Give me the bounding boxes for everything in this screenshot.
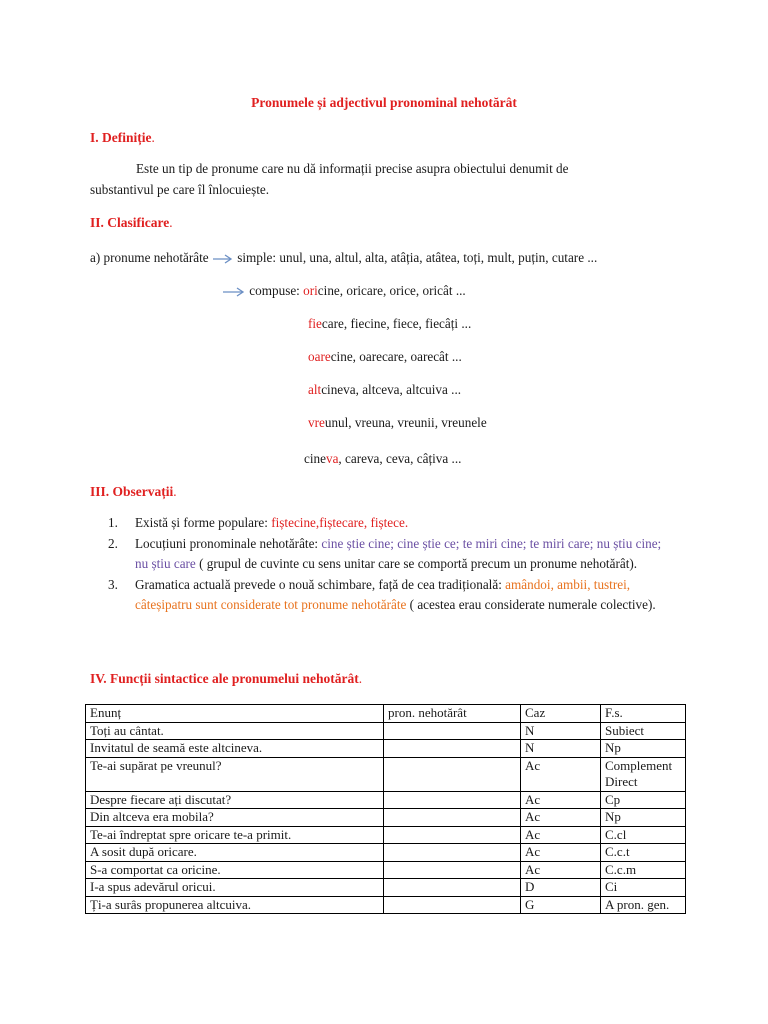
table-row	[86, 757, 686, 791]
cell-fs: A pron. gen.	[601, 896, 686, 914]
section-definitie-heading	[90, 130, 155, 146]
cell-caz: Ac	[521, 791, 601, 809]
list-item	[108, 534, 668, 575]
compuse-row-oare	[308, 349, 462, 365]
cell-caz: N	[521, 722, 601, 740]
table-row	[86, 722, 686, 740]
header-pron: pron. nehotărât	[384, 705, 521, 723]
definitie-line-2: substantivul pe care îl înlocuiește.	[90, 182, 270, 197]
compuse-row-vre	[308, 415, 487, 431]
table-row	[86, 861, 686, 879]
section-observatii-heading	[90, 484, 177, 500]
compuse-rest: cine, oricare, orice, oricât ...	[317, 283, 466, 298]
section-functii-heading	[90, 671, 362, 687]
compuse-rest: cine, oarecare, oarecât ...	[330, 349, 462, 364]
list-item-number: 2.	[108, 535, 118, 551]
clasificare-simple-row	[90, 250, 597, 266]
table-row	[86, 791, 686, 809]
cell-fs: Cp	[601, 791, 686, 809]
cineva-start: cine	[304, 451, 326, 466]
table-row	[86, 896, 686, 914]
cell-pron	[384, 861, 521, 879]
table-header-row	[86, 705, 686, 723]
cell-caz: D	[521, 879, 601, 897]
compuse-label: compuse:	[249, 283, 300, 298]
table-row	[86, 826, 686, 844]
cell-caz: N	[521, 740, 601, 758]
header-fs: F.s.	[601, 705, 686, 723]
clasificare-heading-dot: .	[169, 215, 173, 230]
cell-fs: Subiect	[601, 722, 686, 740]
cell-enunt: A sosit după oricare.	[86, 844, 384, 862]
cell-fs: C.cl	[601, 826, 686, 844]
cell-enunt: Invitatul de seamă este altcineva.	[86, 740, 384, 758]
clasificare-intro: a) pronume nehotărâte	[90, 250, 209, 265]
cell-enunt: Din altceva era mobila?	[86, 809, 384, 827]
compuse-prefix: ori	[303, 283, 318, 298]
cell-pron	[384, 757, 521, 791]
compuse-prefix: vre	[308, 415, 325, 430]
cell-enunt: I-a spus adevărul oricui.	[86, 879, 384, 897]
functii-heading-text: IV. Funcții sintactice ale pronumelui nehotărât	[90, 671, 359, 686]
page-title: Pronumele și adjectivul pronominal nehotărât	[251, 95, 517, 110]
table-row	[86, 844, 686, 862]
cell-pron	[384, 844, 521, 862]
cell-caz: Ac	[521, 861, 601, 879]
definitie-heading-dot: .	[151, 130, 155, 145]
observatii-heading-dot: .	[173, 484, 177, 499]
cineva-highlight: va	[325, 451, 339, 466]
compuse-prefix: alt	[308, 382, 322, 397]
cell-caz: Ac	[521, 844, 601, 862]
observatii-list	[108, 513, 668, 616]
compuse-row-alt	[308, 382, 461, 398]
cell-caz: Ac	[521, 757, 601, 791]
cell-enunt: Despre fiecare ați discutat?	[86, 791, 384, 809]
cell-pron	[384, 791, 521, 809]
compuse-row-fie	[308, 316, 471, 332]
list-item-text: Există și forme populare:	[135, 515, 272, 530]
list-item-tail: ( grupul de cuvinte cu sens unitar care se comportă precum un pronume nehotărât).	[195, 556, 638, 571]
observatii-heading-text: III. Observații	[90, 484, 174, 499]
compuse-rest: care, fiecine, fiece, fiecâți ...	[321, 316, 472, 331]
arrow-right-icon	[222, 286, 246, 298]
definitie-heading-text: I. Definiție	[90, 130, 152, 145]
cell-enunt: Ți-a surâs propunerea altcuiva.	[86, 896, 384, 914]
table-row	[86, 740, 686, 758]
list-item-number: 1.	[108, 515, 118, 530]
cell-caz: G	[521, 896, 601, 914]
section-clasificare-heading	[90, 215, 173, 231]
list-item-text: Gramatica actuală prevede o nouă schimbare, față de cea tradițională:	[135, 576, 506, 592]
list-item-tail: ( acestea erau considerate numerale colective).	[406, 597, 656, 612]
header-caz: Caz	[521, 705, 601, 723]
compuse-rest: unul, vreuna, vreunii, vreunele	[324, 415, 487, 430]
list-item-number: 3.	[108, 576, 118, 592]
list-item-highlight: fiștecine,fiștecare, fiștece.	[271, 515, 409, 530]
cell-pron	[384, 809, 521, 827]
compuse-prefix: oare	[308, 349, 331, 364]
cell-pron	[384, 826, 521, 844]
simple-label: simple:	[237, 250, 277, 265]
header-enunt: Enunț	[86, 705, 384, 723]
cell-fs: Np	[601, 740, 686, 758]
cell-fs: Complement Direct	[601, 757, 686, 791]
list-item-text: Locuțiuni pronominale nehotărâte:	[135, 535, 322, 551]
list-item	[108, 575, 668, 616]
cell-pron	[384, 722, 521, 740]
cell-fs: C.c.m	[601, 861, 686, 879]
cell-fs: Ci	[601, 879, 686, 897]
cell-enunt: Te-ai supărat pe vreunul?	[86, 757, 384, 791]
cell-caz: Ac	[521, 826, 601, 844]
list-item	[108, 513, 668, 534]
cell-fs: Np	[601, 809, 686, 827]
cell-pron	[384, 896, 521, 914]
list-item-highlight: amândoi, ambii, tustrei, câteșipatru sunt considerate tot pronume nehotărâte	[135, 576, 631, 612]
cell-enunt: Te-ai îndreptat spre oricare te-a primit.	[86, 826, 384, 844]
compuse-row-cineva	[304, 451, 461, 467]
simple-items: unul, una, altul, alta, atâția, atâtea, toți, mult, puțin, cutare ...	[279, 250, 598, 265]
cell-pron	[384, 740, 521, 758]
cell-enunt: Toți au cântat.	[86, 722, 384, 740]
cell-enunt: S-a comportat ca oricine.	[86, 861, 384, 879]
cineva-rest: , careva, ceva, câțiva ...	[338, 451, 462, 466]
clasificare-compuse-row	[222, 283, 466, 299]
functii-heading-dot: .	[358, 671, 363, 686]
table-row	[86, 809, 686, 827]
clasificare-heading-text: II. Clasificare	[90, 215, 170, 230]
arrow-right-icon	[212, 253, 234, 265]
list-item-highlight: cine știe cine; cine știe ce; te miri cine; te miri care; nu știu cine; nu știu care	[135, 535, 662, 571]
functii-table	[85, 704, 686, 914]
compuse-prefix: fie	[308, 316, 322, 331]
cell-fs: C.c.t	[601, 844, 686, 862]
cell-caz: Ac	[521, 809, 601, 827]
cell-pron	[384, 879, 521, 897]
table-row	[86, 879, 686, 897]
compuse-rest: cineva, altceva, altcuiva ...	[321, 382, 462, 397]
definitie-line-1: Este un tip de pronume care nu dă informații precise asupra obiectului denumit de	[136, 161, 569, 176]
